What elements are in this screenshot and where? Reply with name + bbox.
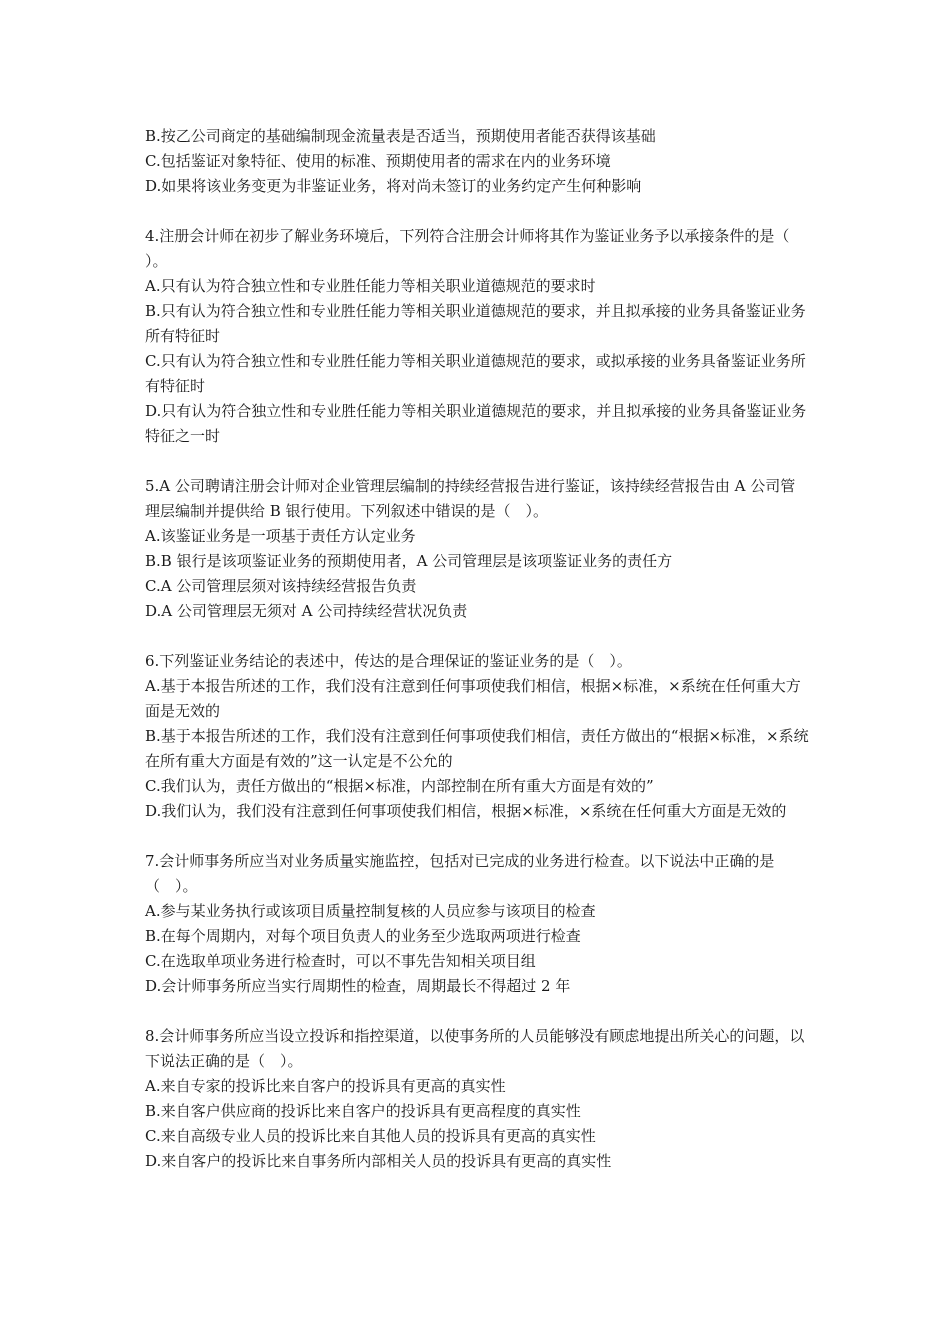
option-b: B.只有认为符合独立性和专业胜任能力等相关职业道德规范的要求，并且拟承接的业务具备鉴证业务所有特征时: [145, 302, 806, 345]
option-b: B.按乙公司商定的基础编制现金流量表是否适当，预期使用者能否获得该基础: [145, 127, 656, 145]
option-d: D.如果将该业务变更为非鉴证业务，将对尚未签订的业务约定产生何种影响: [145, 177, 642, 195]
question-stem: 8.会计师事务所应当设立投诉和指控渠道，以使事务所的人员能够没有顾虑地提出所关心的问题，以下说法正确的是（ ）。: [145, 1027, 805, 1070]
question-4: [145, 224, 820, 449]
option-d: D.会计师事务所应当实行周期性的检查，周期最长不得超过 2 年: [145, 977, 571, 995]
question-stem: 7.会计师事务所应当对业务质量实施监控，包括对已完成的业务进行检查。以下说法中正确的是（ ）。: [145, 852, 775, 895]
question-stem: 6.下列鉴证业务结论的表述中，传达的是合理保证的鉴证业务的是（ ）。: [145, 652, 632, 670]
option-a: A.基于本报告所述的工作，我们没有注意到任何事项使我们相信，根据×标准，×系统在任何重大方面是无效的: [145, 677, 801, 720]
option-d: D.A 公司管理层无须对 A 公司持续经营状况负责: [145, 602, 468, 620]
previous-question-options: [145, 124, 810, 199]
question-stem: 4.注册会计师在初步了解业务环境后，下列符合注册会计师将其作为鉴证业务予以承接条件的是（ ）。: [145, 227, 820, 270]
option-d: D.来自客户的投诉比来自事务所内部相关人员的投诉具有更高的真实性: [145, 1152, 612, 1170]
option-a: A.来自专家的投诉比来自客户的投诉具有更高的真实性: [145, 1077, 506, 1095]
question-7: [145, 849, 810, 999]
question-stem: 5.A 公司聘请注册会计师对企业管理层编制的持续经营报告进行鉴证，该持续经营报告由 A 公司管理层编制并提供给 B 银行使用。下列叙述中错误的是（ ）。: [145, 477, 796, 520]
option-b: B.来自客户供应商的投诉比来自客户的投诉具有更高程度的真实性: [145, 1102, 581, 1120]
option-c: C.包括鉴证对象特征、使用的标准、预期使用者的需求在内的业务环境: [145, 152, 611, 170]
option-b: B.在每个周期内，对每个项目负责人的业务至少选取两项进行检查: [145, 927, 581, 945]
question-5: [145, 474, 810, 624]
option-a: A.只有认为符合独立性和专业胜任能力等相关职业道德规范的要求时: [145, 277, 596, 295]
question-6: [145, 649, 810, 824]
option-d: D.只有认为符合独立性和专业胜任能力等相关职业道德规范的要求，并且拟承接的业务具备鉴证业务特征之一时: [145, 402, 807, 445]
option-b: B.B 银行是该项鉴证业务的预期使用者，A 公司管理层是该项鉴证业务的责任方: [145, 552, 673, 570]
option-a: A.该鉴证业务是一项基于责任方认定业务: [145, 527, 416, 545]
option-c: C.在选取单项业务进行检查时，可以不事先告知相关项目组: [145, 952, 536, 970]
document-page: [145, 124, 820, 1199]
option-a: A.参与某业务执行或该项目质量控制复核的人员应参与该项目的检查: [145, 902, 596, 920]
option-c: C.来自高级专业人员的投诉比来自其他人员的投诉具有更高的真实性: [145, 1127, 596, 1145]
option-b: B.基于本报告所述的工作，我们没有注意到任何事项使我们相信，责任方做出的“根据×标准，×系统在所有重大方面是有效的”这一认定是不公允的: [145, 727, 809, 770]
option-c: C.我们认为，责任方做出的“根据×标准，内部控制在所有重大方面是有效的”: [145, 777, 654, 795]
option-c: C.只有认为符合独立性和专业胜任能力等相关职业道德规范的要求，或拟承接的业务具备鉴证业务所有特征时: [145, 352, 806, 395]
option-c: C.A 公司管理层须对该持续经营报告负责: [145, 577, 417, 595]
option-d: D.我们认为，我们没有注意到任何事项使我们相信，根据×标准，×系统在任何重大方面是无效的: [145, 802, 787, 820]
question-8: [145, 1024, 810, 1174]
